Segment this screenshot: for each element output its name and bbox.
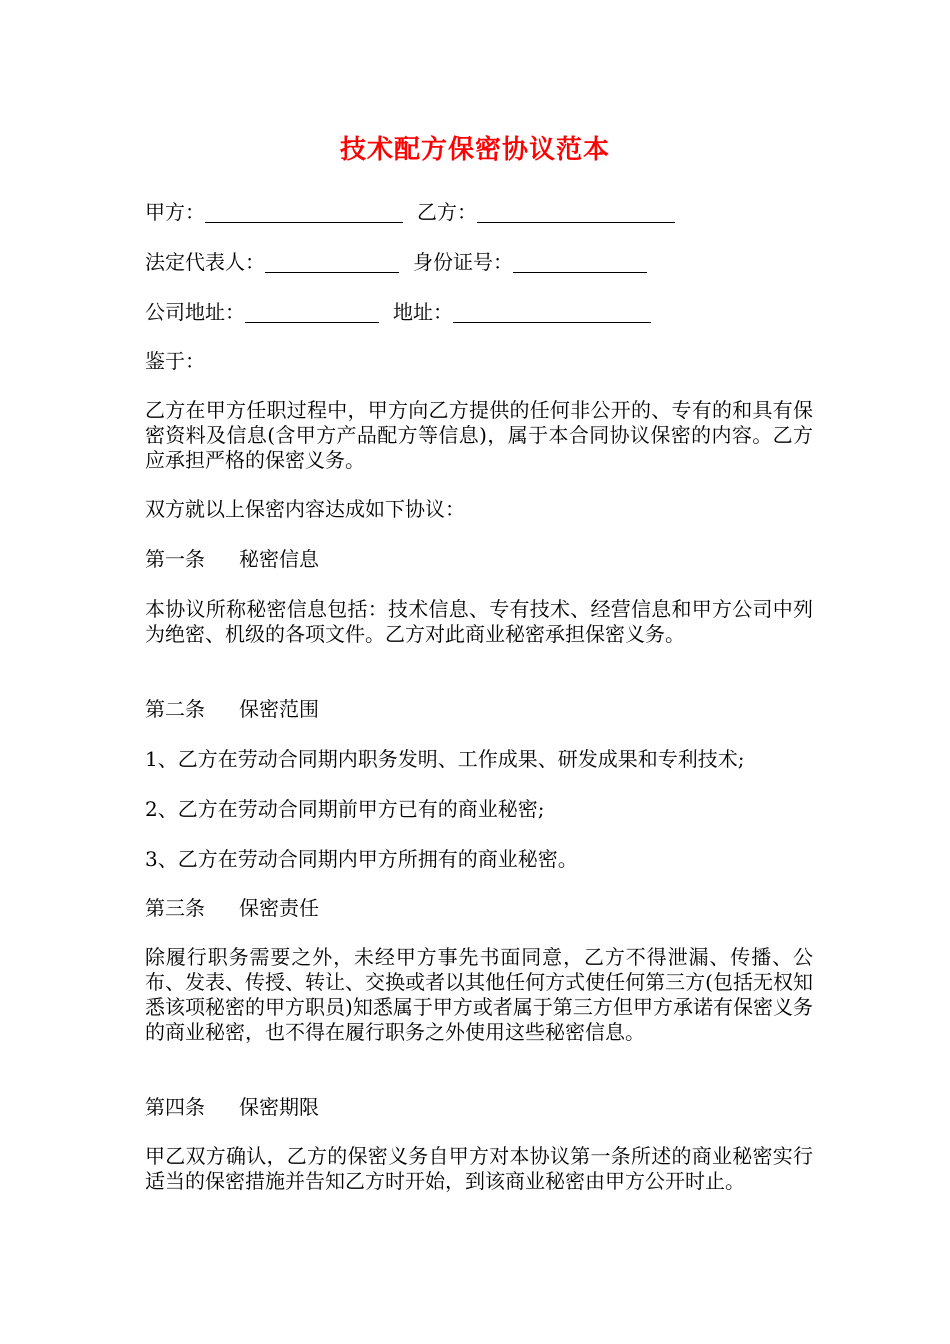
scope-item: 2、乙方在劳动合同期前甲方已有的商业秘密;	[145, 797, 545, 821]
party-b-label: 乙方：	[417, 200, 477, 224]
legal-rep-blank	[265, 252, 399, 273]
agreement-intro: 双方就以上保密内容达成如下协议：	[145, 497, 465, 521]
article-paragraph: 除履行职务需要之外，未经甲方事先书面同意，乙方不得泄漏、传播、公布、发表、传授、转让、交换或者以其他任何方式使任何第三方(包括无权知悉该项秘密的甲方职员)知悉属于甲方或者属于第三方但甲方承诺有保密义务的商业秘密，也不得在履行职务之外使用这些秘密信息。	[145, 945, 813, 1044]
article-number: 第一条	[145, 547, 205, 571]
party-a-label: 甲方：	[145, 200, 205, 224]
scope-item: 1、乙方在劳动合同期内职务发明、工作成果、研发成果和专利技术;	[145, 747, 745, 771]
article-heading	[145, 697, 319, 722]
party-b-blank	[477, 202, 675, 223]
scope-item: 3、乙方在劳动合同期内甲方所拥有的商业秘密。	[145, 847, 578, 871]
address-label: 地址：	[393, 300, 453, 324]
article-title: 保密责任	[239, 896, 319, 920]
article-paragraph: 甲乙双方确认，乙方的保密义务自甲方对本协议第一条所述的商业秘密实行适当的保密措施并告知乙方时开始，到该商业秘密由甲方公开时止。	[145, 1144, 813, 1193]
representative-line	[145, 250, 647, 275]
article-title: 保密期限	[239, 1095, 319, 1119]
article-heading	[145, 1095, 319, 1120]
address-line	[145, 300, 651, 325]
article-number: 第三条	[145, 896, 205, 920]
article-title: 秘密信息	[239, 547, 319, 571]
article-heading	[145, 547, 319, 572]
party-line	[145, 200, 675, 225]
id-number-blank	[513, 252, 647, 273]
document-title: 技术配方保密协议范本	[339, 135, 610, 165]
legal-rep-label: 法定代表人：	[145, 250, 265, 274]
article-paragraph: 本协议所称秘密信息包括：技术信息、专有技术、经营信息和甲方公司中列为绝密、机级的各项文件。乙方对此商业秘密承担保密义务。	[145, 597, 813, 646]
company-address-blank	[245, 302, 379, 323]
company-address-label: 公司地址：	[145, 300, 245, 324]
article-heading	[145, 896, 319, 921]
article-number: 第二条	[145, 697, 205, 721]
preamble-paragraph: 乙方在甲方任职过程中，甲方向乙方提供的任何非公开的、专有的和具有保密资料及信息(含甲方产品配方等信息)，属于本合同协议保密的内容。乙方应承担严格的保密义务。	[145, 398, 813, 472]
id-number-label: 身份证号：	[413, 250, 513, 274]
article-title: 保密范围	[239, 697, 319, 721]
whereas-label: 鉴于：	[145, 349, 205, 373]
address-blank	[453, 302, 651, 323]
article-number: 第四条	[145, 1095, 205, 1119]
party-a-blank	[205, 202, 403, 223]
